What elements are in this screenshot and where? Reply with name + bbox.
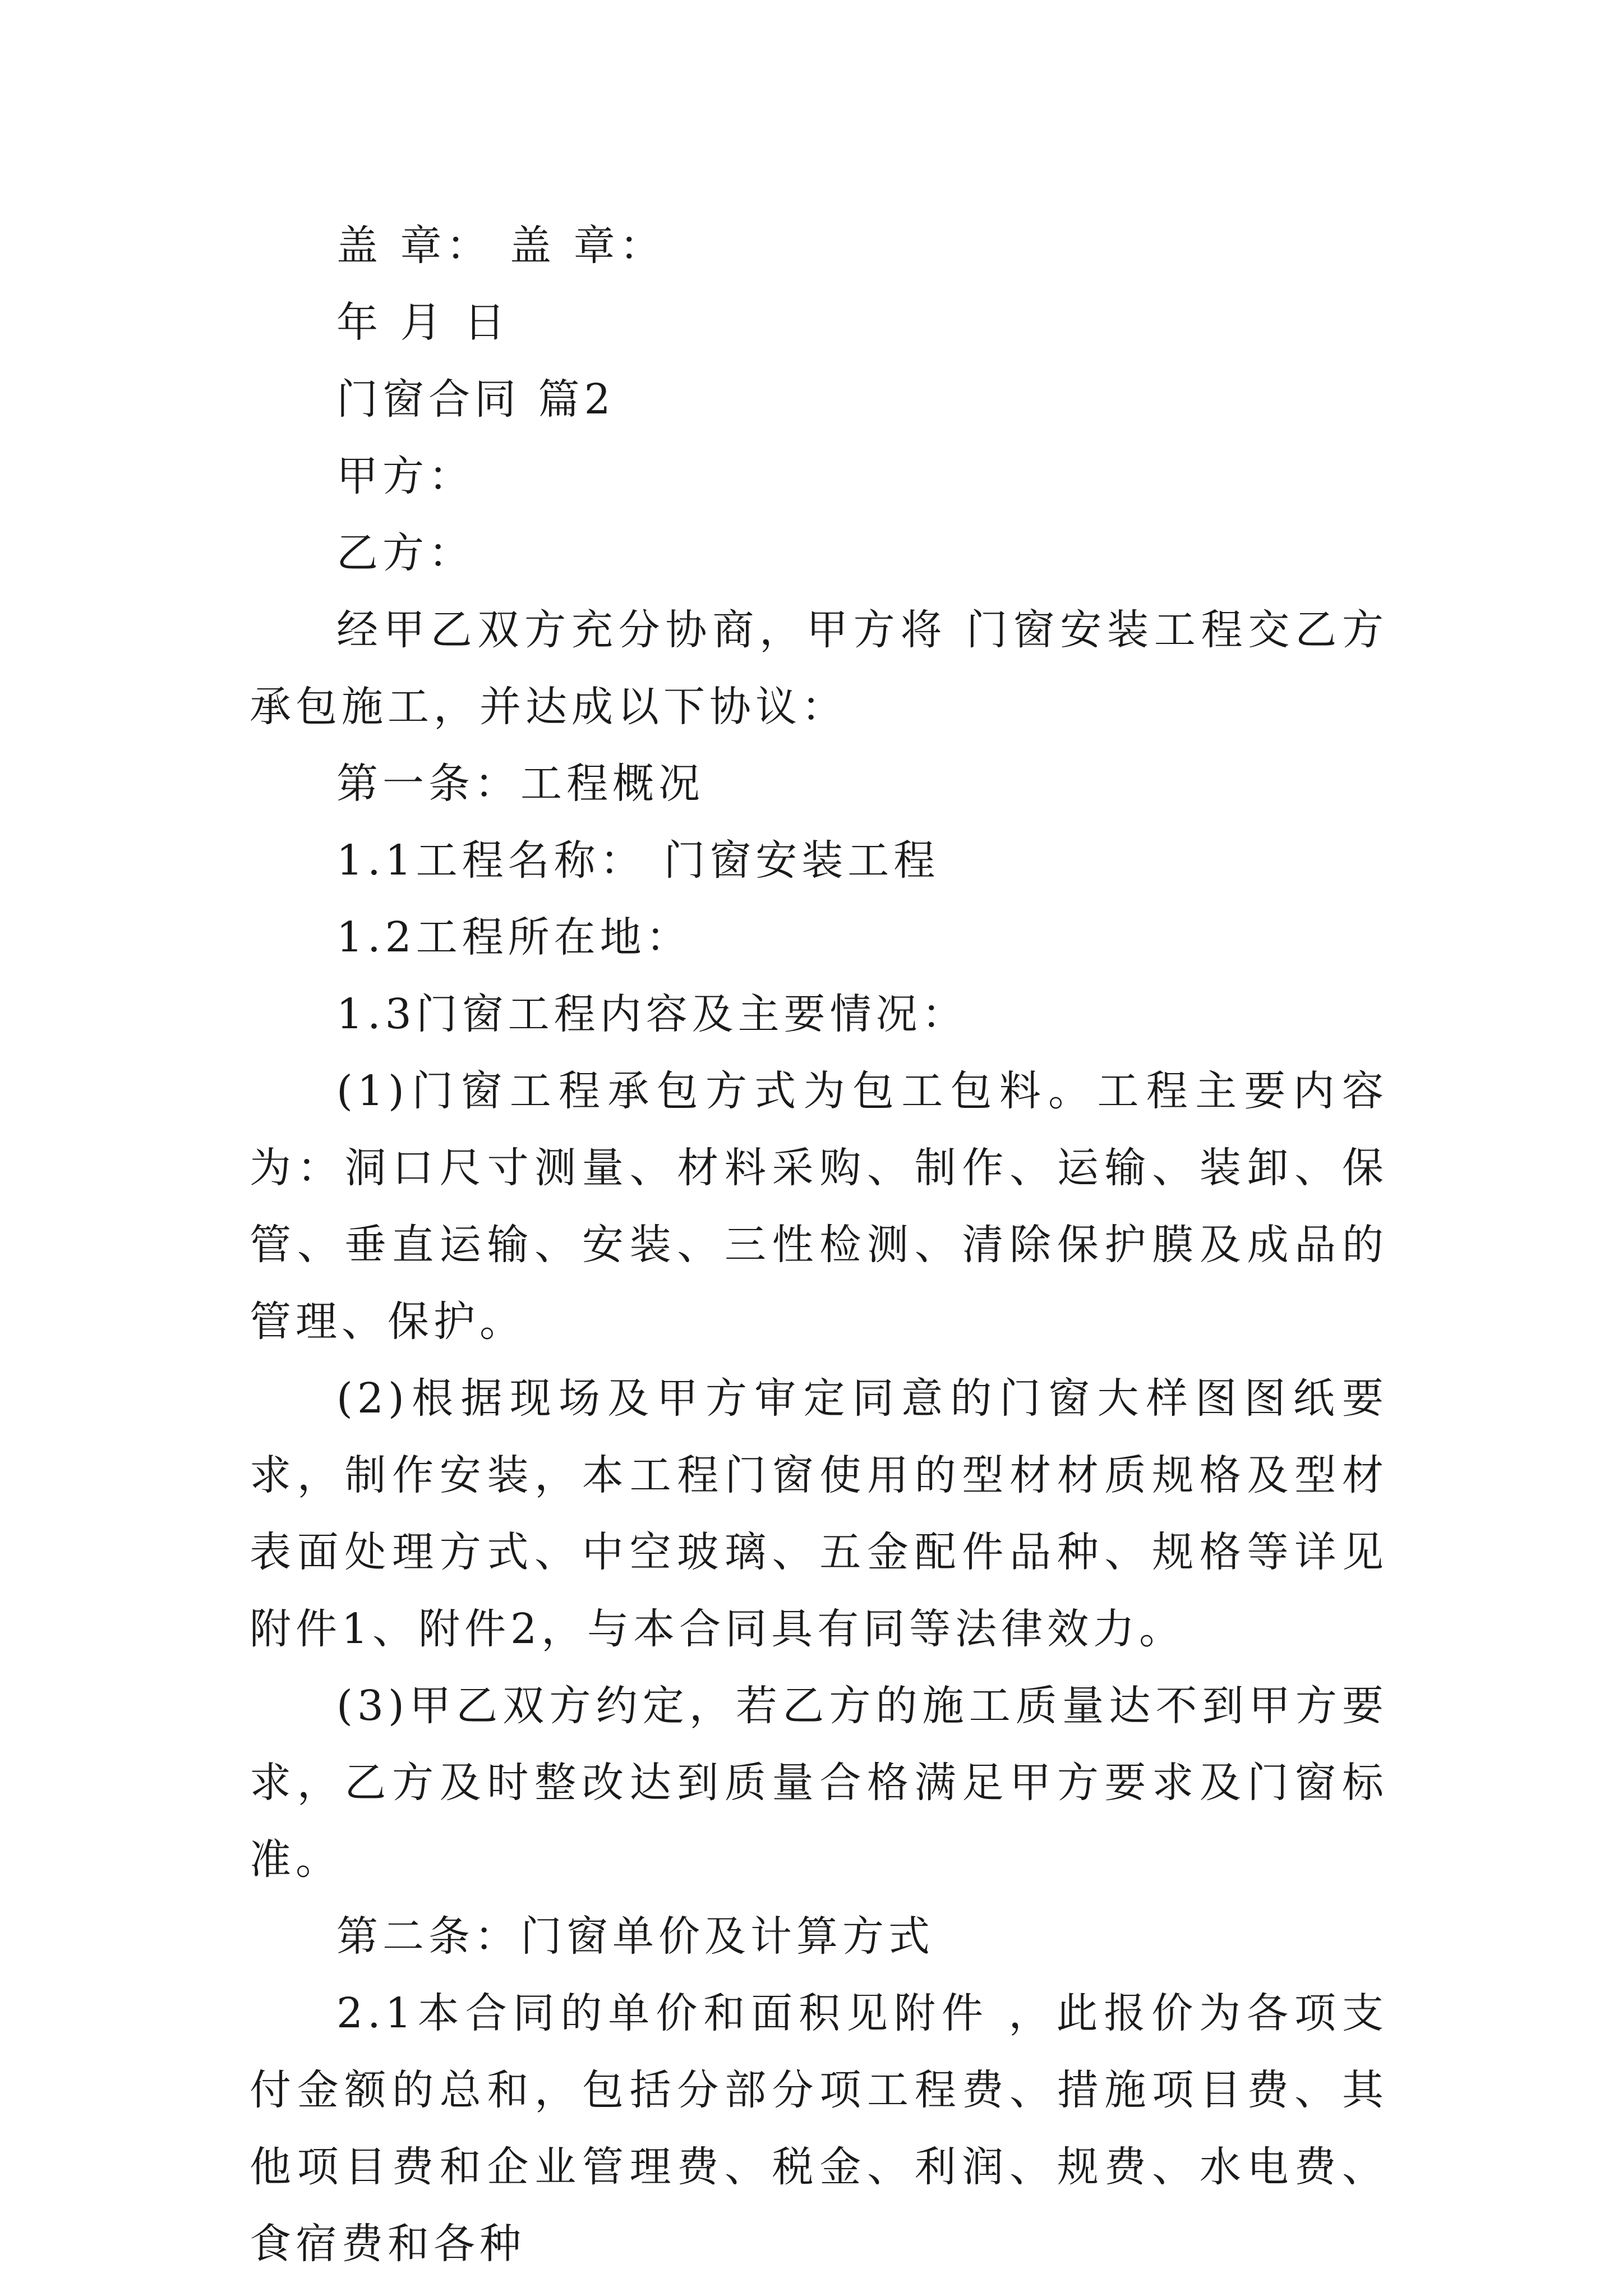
item-2-1: 2.1本合同的单价和面积见附件 ，此报价为各项支付金额的总和，包括分部分项工程费、措施项目费、其他项目费和企业管理费、税金、利润、规费、水电费、食宿费和各种 [250,1989,1388,2268]
item-1-3: 1.3门窗工程内容及主要情况： [336,990,968,1038]
item-1-1: 1.1工程名称： 门窗安装工程 [336,836,940,885]
date-line: 年 月 日 [336,298,510,347]
seal-line: 盖 章： 盖 章： [336,222,666,270]
item-1-2: 1.2工程所在地： [336,913,692,961]
article-1-title: 第一条：工程概况 [336,760,704,808]
item-1-3-2: (2)根据现场及甲方审定同意的门窗大样图图纸要求，制作安装，本工程门窗使用的型材材质规格及型材表面处理方式、中空玻璃、五金配件品种、规格等详见附件1、附件2，与本合同具有同等法律效力。 [250,1374,1388,1653]
contract-heading: 门窗合同 篇2 [336,375,615,424]
party-a-label: 甲方： [336,452,474,500]
item-1-3-3: (3)甲乙双方约定，若乙方的施工质量达不到甲方要求，乙方及时整改达到质量合格满足甲方要求及门窗标准。 [250,1682,1388,1884]
article-2-title: 第二条：门窗单价及计算方式 [336,1912,934,1961]
item-1-3-1: (1)门窗工程承包方式为包工包料。工程主要内容为：洞口尺寸测量、材料采购、制作、运输、装卸、保管、垂直运输、安装、三性检测、清除保护膜及成品的管理、保护。 [250,1067,1388,1346]
intro-paragraph: 经甲乙双方充分协商，甲方将 门窗安装工程交乙方承包施工，并达成以下协议： [250,606,1388,731]
contract-text [250,208,1388,2283]
party-b-label: 乙方： [336,529,474,577]
